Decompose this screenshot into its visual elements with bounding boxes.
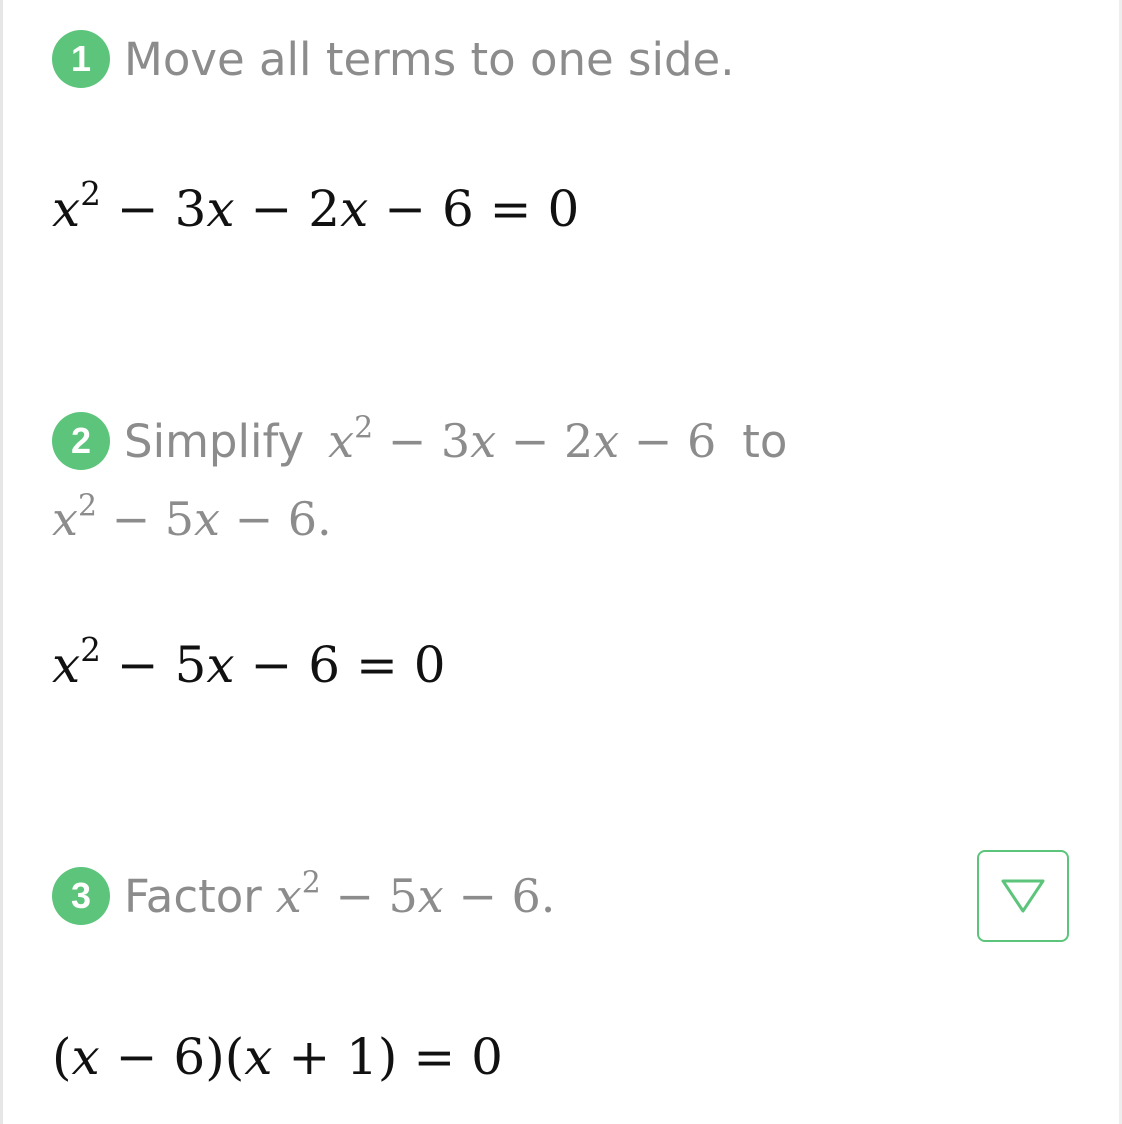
step-2-title: Simplify [124,414,305,468]
left-border [0,0,3,1124]
step-1-equation: $x^2 - 3x - 2x - 6 = 0$ [52,174,580,238]
step-1-badge: 1 [52,30,110,88]
step-1-header [52,30,735,88]
step-3-result: (x − 6)(x + 1) = 0 [52,1028,503,1086]
step-2-title-to: to [742,414,788,468]
step-3-badge: 3 [52,867,110,925]
step-1-title: Move all terms to one side. [124,32,735,86]
step-1-result [52,174,580,238]
triangle-down-outline-icon [1000,878,1046,914]
step-3-title: Factor [124,869,262,923]
step-2-title-expression-2: $x^2 - 5x - 6$. [52,488,332,546]
step-2-result: $x^2 - 5x - 6 = 0$ [52,630,446,694]
step-2-title-expression: $x^2 - 3x - 2x - 6$ [328,410,717,468]
step-3-expand-button[interactable] [977,850,1069,942]
step-3-title-expression: $x^2 - 5x - 6$. [275,865,556,923]
step-2-header [52,412,787,470]
step-2-badge: 2 [52,412,110,470]
step-3-header [52,867,555,925]
